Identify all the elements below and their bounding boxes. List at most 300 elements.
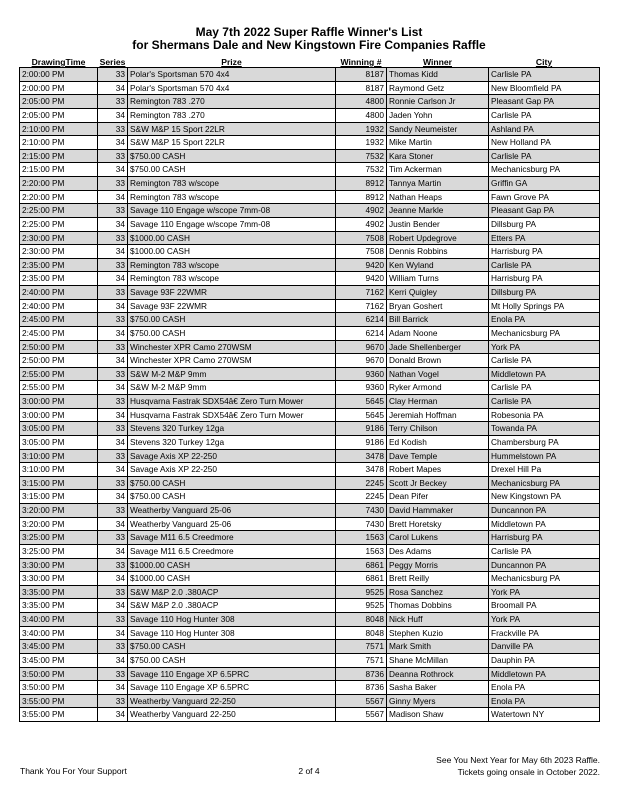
cell-drawing-time: 3:50:00 PM: [20, 681, 98, 695]
cell-city: Mechanicsburg PA: [489, 163, 600, 177]
table-row: [20, 122, 600, 136]
cell-winning-number: 7508: [336, 231, 387, 245]
cell-winner: Kerri Quigley: [387, 286, 489, 300]
cell-winner: Sandy Neumeister: [387, 122, 489, 136]
cell-winner: Mark Smith: [387, 640, 489, 654]
cell-drawing-time: 3:15:00 PM: [20, 476, 98, 490]
cell-drawing-time: 3:30:00 PM: [20, 558, 98, 572]
cell-winning-number: 7532: [336, 163, 387, 177]
cell-prize: $1000.00 CASH: [128, 245, 336, 259]
table-row: [20, 313, 600, 327]
cell-series: 33: [98, 694, 128, 708]
table-row: [20, 517, 600, 531]
cell-drawing-time: 3:10:00 PM: [20, 449, 98, 463]
table-row: [20, 258, 600, 272]
cell-drawing-time: 3:25:00 PM: [20, 531, 98, 545]
cell-city: Hummelstown PA: [489, 449, 600, 463]
cell-winning-number: 8912: [336, 190, 387, 204]
cell-series: 33: [98, 531, 128, 545]
cell-prize: $750.00 CASH: [128, 476, 336, 490]
cell-prize: Stevens 320 Turkey 12ga: [128, 422, 336, 436]
page-title: May 7th 2022 Super Raffle Winner's List: [195, 25, 423, 39]
cell-city: Ashland PA: [489, 122, 600, 136]
cell-winner: Scott Jr Beckey: [387, 476, 489, 490]
cell-prize: Winchester XPR Camo 270WSM: [128, 354, 336, 368]
cell-drawing-time: 3:40:00 PM: [20, 613, 98, 627]
column-header-series: Series: [98, 57, 128, 68]
column-header-drawing-time: DrawingTime: [20, 57, 98, 68]
page-number: 2 of 4: [298, 766, 320, 776]
cell-prize: $750.00 CASH: [128, 490, 336, 504]
cell-drawing-time: 2:25:00 PM: [20, 217, 98, 231]
cell-drawing-time: 3:45:00 PM: [20, 653, 98, 667]
cell-winning-number: 4800: [336, 108, 387, 122]
cell-winner: Deanna Rothrock: [387, 667, 489, 681]
cell-series: 33: [98, 340, 128, 354]
cell-winner: Dean Pifer: [387, 490, 489, 504]
cell-series: 34: [98, 81, 128, 95]
cell-winning-number: 7571: [336, 640, 387, 654]
cell-winning-number: 1563: [336, 544, 387, 558]
cell-series: 34: [98, 245, 128, 259]
cell-prize: Husqvarna Fastrak SDX54â€ Zero Turn Mower: [128, 408, 336, 422]
cell-winner: Terry Chilson: [387, 422, 489, 436]
cell-drawing-time: 2:40:00 PM: [20, 299, 98, 313]
cell-series: 34: [98, 599, 128, 613]
cell-prize: $750.00 CASH: [128, 640, 336, 654]
cell-series: 33: [98, 449, 128, 463]
cell-series: 34: [98, 163, 128, 177]
column-header-city: City: [489, 57, 600, 68]
cell-winning-number: 2245: [336, 476, 387, 490]
table-row: [20, 108, 600, 122]
cell-drawing-time: 2:00:00 PM: [20, 68, 98, 82]
table-row: [20, 408, 600, 422]
header-row: [20, 57, 600, 68]
table-row: [20, 667, 600, 681]
cell-drawing-time: 2:45:00 PM: [20, 313, 98, 327]
cell-city: Frackville PA: [489, 626, 600, 640]
cell-winning-number: 9525: [336, 585, 387, 599]
table-row: [20, 435, 600, 449]
cell-city: York PA: [489, 613, 600, 627]
cell-series: 33: [98, 231, 128, 245]
cell-drawing-time: 2:20:00 PM: [20, 190, 98, 204]
cell-winner: Des Adams: [387, 544, 489, 558]
cell-winning-number: 8048: [336, 613, 387, 627]
cell-drawing-time: 2:40:00 PM: [20, 286, 98, 300]
cell-winner: Nathan Heaps: [387, 190, 489, 204]
cell-city: Broomall PA: [489, 599, 600, 613]
cell-winner: Adam Noone: [387, 326, 489, 340]
cell-city: New Holland PA: [489, 136, 600, 150]
page-subtitle: for Shermans Dale and New Kingstown Fire Companies Raffle: [132, 38, 486, 52]
cell-series: 34: [98, 190, 128, 204]
cell-prize: $1000.00 CASH: [128, 572, 336, 586]
cell-series: 34: [98, 108, 128, 122]
table-row: [20, 490, 600, 504]
table-row: [20, 299, 600, 313]
cell-city: Etters PA: [489, 231, 600, 245]
cell-series: 33: [98, 177, 128, 191]
cell-drawing-time: 2:25:00 PM: [20, 204, 98, 218]
cell-winning-number: 8912: [336, 177, 387, 191]
footer-thanks: Thank You For Your Support: [20, 766, 127, 776]
cell-series: 34: [98, 435, 128, 449]
cell-prize: Stevens 320 Turkey 12ga: [128, 435, 336, 449]
cell-prize: S&W M&P 15 Sport 22LR: [128, 136, 336, 150]
cell-winner: Stephen Kuzio: [387, 626, 489, 640]
cell-winner: Ronnie Carlson Jr: [387, 95, 489, 109]
table-row: [20, 217, 600, 231]
cell-winning-number: 6214: [336, 326, 387, 340]
footer-note-line-2: Tickets going onsale in October 2022.: [457, 767, 600, 777]
cell-city: Mechanicsburg PA: [489, 572, 600, 586]
cell-series: 33: [98, 613, 128, 627]
cell-winner: Nick Huff: [387, 613, 489, 627]
cell-winner: Madison Shaw: [387, 708, 489, 722]
winners-table: [19, 57, 600, 722]
table-row: [20, 626, 600, 640]
cell-drawing-time: 3:30:00 PM: [20, 572, 98, 586]
cell-prize: Savage Axis XP 22-250: [128, 449, 336, 463]
cell-winning-number: 6861: [336, 572, 387, 586]
cell-winning-number: 1932: [336, 122, 387, 136]
cell-winner: Bryan Goshert: [387, 299, 489, 313]
cell-winning-number: 5645: [336, 395, 387, 409]
cell-drawing-time: 2:00:00 PM: [20, 81, 98, 95]
table-row: [20, 640, 600, 654]
cell-series: 33: [98, 122, 128, 136]
cell-prize: Savage Axis XP 22-250: [128, 463, 336, 477]
cell-city: Carlisle PA: [489, 544, 600, 558]
cell-winner: Robert Updegrove: [387, 231, 489, 245]
cell-prize: Savage 110 Hog Hunter 308: [128, 613, 336, 627]
cell-prize: Savage M11 6.5 Creedmore: [128, 544, 336, 558]
cell-series: 34: [98, 463, 128, 477]
table-row: [20, 95, 600, 109]
cell-series: 34: [98, 681, 128, 695]
cell-city: Middletown PA: [489, 667, 600, 681]
cell-city: New Kingstown PA: [489, 490, 600, 504]
cell-winning-number: 5567: [336, 708, 387, 722]
cell-winner: Ryker Armond: [387, 381, 489, 395]
cell-drawing-time: 3:55:00 PM: [20, 708, 98, 722]
cell-drawing-time: 2:35:00 PM: [20, 272, 98, 286]
cell-drawing-time: 2:15:00 PM: [20, 149, 98, 163]
cell-series: 34: [98, 299, 128, 313]
cell-drawing-time: 2:50:00 PM: [20, 340, 98, 354]
cell-winning-number: 8736: [336, 667, 387, 681]
table-row: [20, 81, 600, 95]
cell-prize: Weatherby Vanguard 22-250: [128, 694, 336, 708]
cell-city: York PA: [489, 340, 600, 354]
table-row: [20, 395, 600, 409]
cell-city: Fawn Grove PA: [489, 190, 600, 204]
cell-winning-number: 9360: [336, 367, 387, 381]
cell-drawing-time: 3:35:00 PM: [20, 585, 98, 599]
cell-winning-number: 9670: [336, 354, 387, 368]
cell-drawing-time: 3:15:00 PM: [20, 490, 98, 504]
table-row: [20, 694, 600, 708]
cell-winner: Nathan Vogel: [387, 367, 489, 381]
cell-winner: Dennis Robbins: [387, 245, 489, 259]
cell-series: 34: [98, 544, 128, 558]
table-row: [20, 572, 600, 586]
cell-drawing-time: 3:50:00 PM: [20, 667, 98, 681]
cell-series: 34: [98, 572, 128, 586]
cell-city: Carlisle PA: [489, 108, 600, 122]
cell-drawing-time: 3:55:00 PM: [20, 694, 98, 708]
cell-series: 33: [98, 585, 128, 599]
cell-city: Watertown NY: [489, 708, 600, 722]
footer-next-year-note: [436, 754, 600, 778]
cell-series: 34: [98, 217, 128, 231]
cell-prize: Weatherby Vanguard 25-06: [128, 517, 336, 531]
cell-city: Mechanicsburg PA: [489, 326, 600, 340]
cell-prize: Weatherby Vanguard 25-06: [128, 504, 336, 518]
table-row: [20, 272, 600, 286]
cell-drawing-time: 2:10:00 PM: [20, 122, 98, 136]
cell-winner: Shane McMillan: [387, 653, 489, 667]
cell-prize: Savage 110 Engage w/scope 7mm-08: [128, 204, 336, 218]
cell-winning-number: 8048: [336, 626, 387, 640]
cell-drawing-time: 2:20:00 PM: [20, 177, 98, 191]
cell-winner: Thomas Kidd: [387, 68, 489, 82]
cell-drawing-time: 3:00:00 PM: [20, 395, 98, 409]
cell-series: 34: [98, 272, 128, 286]
table-row: [20, 190, 600, 204]
cell-winning-number: 7430: [336, 504, 387, 518]
footer-note-line-1: See You Next Year for May 6th 2023 Raffle.: [436, 755, 600, 765]
cell-winning-number: 9186: [336, 422, 387, 436]
cell-winning-number: 6861: [336, 558, 387, 572]
cell-winner: William Turns: [387, 272, 489, 286]
cell-series: 33: [98, 367, 128, 381]
cell-drawing-time: 3:20:00 PM: [20, 504, 98, 518]
cell-drawing-time: 3:05:00 PM: [20, 422, 98, 436]
cell-winning-number: 9525: [336, 599, 387, 613]
cell-series: 34: [98, 408, 128, 422]
cell-drawing-time: 2:35:00 PM: [20, 258, 98, 272]
cell-winning-number: 9670: [336, 340, 387, 354]
cell-winner: Jade Shellenberger: [387, 340, 489, 354]
cell-series: 33: [98, 286, 128, 300]
cell-winning-number: 6214: [336, 313, 387, 327]
cell-winning-number: 9420: [336, 272, 387, 286]
cell-drawing-time: 2:45:00 PM: [20, 326, 98, 340]
cell-series: 33: [98, 204, 128, 218]
table-row: [20, 231, 600, 245]
cell-series: 33: [98, 258, 128, 272]
cell-series: 33: [98, 667, 128, 681]
cell-city: Carlisle PA: [489, 395, 600, 409]
table-row: [20, 326, 600, 340]
cell-winning-number: 9420: [336, 258, 387, 272]
cell-drawing-time: 3:00:00 PM: [20, 408, 98, 422]
cell-series: 33: [98, 640, 128, 654]
table-row: [20, 367, 600, 381]
cell-series: 34: [98, 381, 128, 395]
cell-drawing-time: 2:55:00 PM: [20, 367, 98, 381]
column-header-prize: Prize: [128, 57, 336, 68]
cell-prize: S&W M&P 2.0 .380ACP: [128, 599, 336, 613]
cell-drawing-time: 3:20:00 PM: [20, 517, 98, 531]
cell-winner: Kara Stoner: [387, 149, 489, 163]
cell-city: Dauphin PA: [489, 653, 600, 667]
table-row: [20, 136, 600, 150]
cell-winning-number: 9186: [336, 435, 387, 449]
cell-winning-number: 1932: [336, 136, 387, 150]
cell-winner: Raymond Getz: [387, 81, 489, 95]
table-row: [20, 585, 600, 599]
cell-prize: Remington 783 w/scope: [128, 190, 336, 204]
cell-city: Drexel Hill Pa: [489, 463, 600, 477]
table-row: [20, 504, 600, 518]
cell-winner: Robert Mapes: [387, 463, 489, 477]
table-body: [20, 68, 600, 722]
cell-series: 33: [98, 149, 128, 163]
cell-city: Middletown PA: [489, 367, 600, 381]
cell-city: Pleasant Gap PA: [489, 95, 600, 109]
cell-winner: Justin Bender: [387, 217, 489, 231]
table-row: [20, 653, 600, 667]
cell-city: Dillsburg PA: [489, 286, 600, 300]
cell-prize: Remington 783 w/scope: [128, 258, 336, 272]
cell-city: Harrisburg PA: [489, 245, 600, 259]
table-row: [20, 422, 600, 436]
cell-drawing-time: 2:30:00 PM: [20, 245, 98, 259]
cell-city: Harrisburg PA: [489, 272, 600, 286]
cell-winning-number: 5567: [336, 694, 387, 708]
cell-prize: Polar's Sportsman 570 4x4: [128, 68, 336, 82]
cell-winner: Dave Temple: [387, 449, 489, 463]
table-row: [20, 149, 600, 163]
cell-city: Mechanicsburg PA: [489, 476, 600, 490]
table-row: [20, 286, 600, 300]
cell-prize: Savage 110 Engage XP 6.5PRC: [128, 681, 336, 695]
cell-winner: Donald Brown: [387, 354, 489, 368]
cell-drawing-time: 3:10:00 PM: [20, 463, 98, 477]
cell-city: Carlisle PA: [489, 68, 600, 82]
table-row: [20, 381, 600, 395]
table-row: [20, 558, 600, 572]
cell-prize: Winchester XPR Camo 270WSM: [128, 340, 336, 354]
cell-city: Pleasant Gap PA: [489, 204, 600, 218]
cell-prize: S&W M&P 15 Sport 22LR: [128, 122, 336, 136]
cell-winner: Tannya Martin: [387, 177, 489, 191]
cell-drawing-time: 2:30:00 PM: [20, 231, 98, 245]
cell-winner: Bill Barrick: [387, 313, 489, 327]
cell-prize: $750.00 CASH: [128, 149, 336, 163]
table-row: [20, 163, 600, 177]
cell-city: Duncannon PA: [489, 504, 600, 518]
cell-city: Enola PA: [489, 681, 600, 695]
cell-series: 33: [98, 395, 128, 409]
cell-city: Towanda PA: [489, 422, 600, 436]
table-row: [20, 245, 600, 259]
cell-winning-number: 8187: [336, 81, 387, 95]
cell-city: Enola PA: [489, 313, 600, 327]
cell-winning-number: 3478: [336, 449, 387, 463]
cell-series: 34: [98, 626, 128, 640]
table-row: [20, 531, 600, 545]
cell-drawing-time: 2:05:00 PM: [20, 108, 98, 122]
cell-winning-number: 5645: [336, 408, 387, 422]
table-row: [20, 354, 600, 368]
cell-series: 34: [98, 653, 128, 667]
cell-series: 33: [98, 558, 128, 572]
cell-prize: $750.00 CASH: [128, 326, 336, 340]
cell-winner: Clay Herman: [387, 395, 489, 409]
cell-city: Mt Holly Springs PA: [489, 299, 600, 313]
cell-winner: Carol Lukens: [387, 531, 489, 545]
cell-series: 33: [98, 313, 128, 327]
cell-series: 33: [98, 476, 128, 490]
cell-city: Chambersburg PA: [489, 435, 600, 449]
table-row: [20, 449, 600, 463]
table-row: [20, 476, 600, 490]
cell-winning-number: 4902: [336, 217, 387, 231]
cell-drawing-time: 2:10:00 PM: [20, 136, 98, 150]
cell-city: Danville PA: [489, 640, 600, 654]
cell-prize: Remington 783 .270: [128, 108, 336, 122]
cell-winning-number: 4902: [336, 204, 387, 218]
table-row: [20, 463, 600, 477]
cell-series: 34: [98, 354, 128, 368]
cell-winning-number: 1563: [336, 531, 387, 545]
cell-series: 33: [98, 68, 128, 82]
cell-city: Robesonia PA: [489, 408, 600, 422]
cell-drawing-time: 3:35:00 PM: [20, 599, 98, 613]
cell-series: 34: [98, 517, 128, 531]
cell-city: Middletown PA: [489, 517, 600, 531]
cell-drawing-time: 3:40:00 PM: [20, 626, 98, 640]
table-row: [20, 204, 600, 218]
cell-prize: Weatherby Vanguard 22-250: [128, 708, 336, 722]
cell-drawing-time: 2:05:00 PM: [20, 95, 98, 109]
cell-winner: Mike Martin: [387, 136, 489, 150]
cell-winning-number: 7162: [336, 286, 387, 300]
cell-winner: Jeremiah Hoffman: [387, 408, 489, 422]
cell-prize: S&W M-2 M&P 9mm: [128, 367, 336, 381]
cell-series: 34: [98, 708, 128, 722]
cell-prize: Savage 110 Engage XP 6.5PRC: [128, 667, 336, 681]
cell-winner: Ginny Myers: [387, 694, 489, 708]
cell-city: Enola PA: [489, 694, 600, 708]
table-row: [20, 340, 600, 354]
table-row: [20, 613, 600, 627]
table-row: [20, 708, 600, 722]
cell-series: 33: [98, 95, 128, 109]
cell-city: New Bloomfield PA: [489, 81, 600, 95]
cell-prize: Savage 93F 22WMR: [128, 299, 336, 313]
cell-city: York PA: [489, 585, 600, 599]
column-header-winning-number: Winning #: [336, 57, 387, 68]
cell-series: 34: [98, 136, 128, 150]
cell-prize: Remington 783 w/scope: [128, 177, 336, 191]
cell-winning-number: 7532: [336, 149, 387, 163]
cell-winner: Ed Kodish: [387, 435, 489, 449]
cell-winning-number: 7571: [336, 653, 387, 667]
cell-city: Duncannon PA: [489, 558, 600, 572]
cell-winner: Sasha Baker: [387, 681, 489, 695]
cell-winning-number: 7430: [336, 517, 387, 531]
cell-series: 34: [98, 326, 128, 340]
table-row: [20, 544, 600, 558]
cell-winner: Brett Reilly: [387, 572, 489, 586]
cell-drawing-time: 2:55:00 PM: [20, 381, 98, 395]
